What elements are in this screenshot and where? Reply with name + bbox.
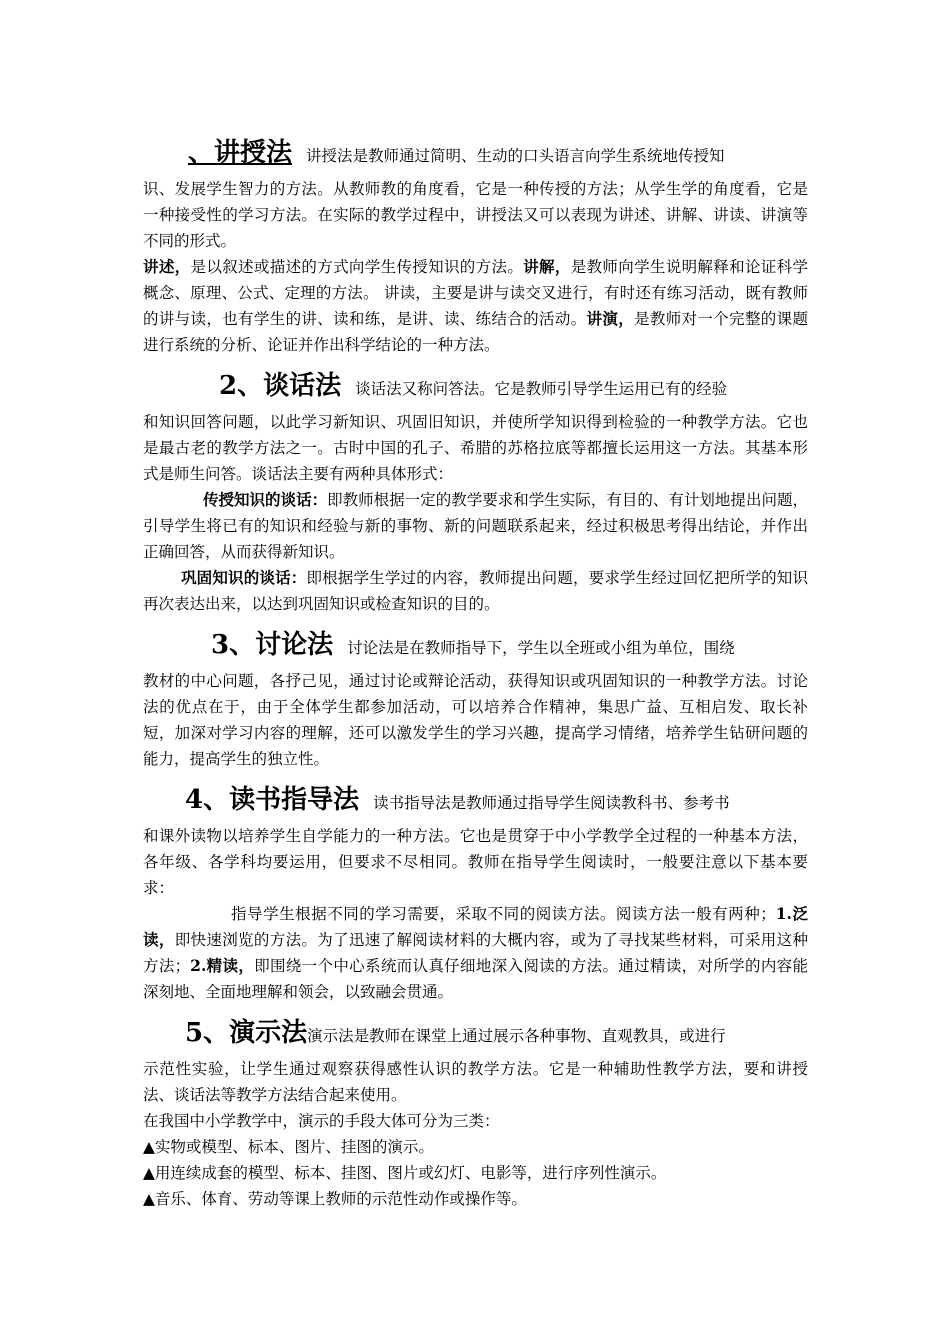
section-reading-guidance-method xyxy=(143,780,808,1005)
term-teaching-talk: 传授知识的谈话： xyxy=(203,490,328,509)
term-speech-desc: 是教师对一个完整的课题进行系统的分析、论证并作出科学结论的一种方法。 xyxy=(143,310,808,354)
section-2-intro: 和知识回答问题，以此学习新知识、巩固旧知识，并使所学知识得到检验的一种教学方法。它也是最古老的教学方法之一。古时中国的孔子、希腊的苏格拉底等都擅长运用这一方法。其基本形式是师生问答。谈话法主要有两种具体形式： xyxy=(143,413,808,483)
term-narration: 讲述， xyxy=(143,257,191,276)
section-3-first-line xyxy=(143,625,808,668)
term-explanation-desc: 是教师向学生说明解释和论证科学概念、原理、公式、定理的方法。 讲读，主要是讲与读交叉进行，有时还有练习活动，既有教师的讲与读，也有学生的讲、读和练，是讲、读、练结合的活动。 xyxy=(143,258,808,328)
section-lecture-method xyxy=(143,133,808,358)
section-3-heading: 3、讨论法 xyxy=(211,630,334,660)
section-discussion-method xyxy=(143,625,808,772)
term-teaching-talk-desc: 即教师根据一定的教学要求和学生实际，有目的、有计划地提出问题，引导学生将已有的知识和经验与新的事物、新的问题联系起来，经过积极思考得出结论，并作出正确回答，从而获得新知识。 xyxy=(143,491,808,561)
demo-bullet-1: ▲实物或模型、标本、图片、挂图的演示。 xyxy=(143,1138,434,1156)
section-1-forms xyxy=(143,254,808,358)
section-5-lead: 在我国中小学教学中，演示的手段大体可分为三类： xyxy=(143,1112,500,1130)
section-4-intro-first: 读书指导法是教师通过指导学生阅读教科书、参考书 xyxy=(373,794,730,812)
document-body xyxy=(143,133,808,1212)
section-1-first-line xyxy=(143,133,808,176)
term-consolidation-talk-desc: 即根据学生学过的内容，教师提出问题，要求学生经过回忆把所学的知识再次表达出来，以达到巩固知识或检查知识的目的。 xyxy=(143,569,808,613)
section-4-heading: 4、读书指导法 xyxy=(185,785,360,815)
demo-bullet-3: ▲音乐、体育、劳动等课上教师的示范性动作或操作等。 xyxy=(143,1190,527,1208)
section-1-heading: 、讲授法 xyxy=(188,138,293,168)
section-4-reading-methods xyxy=(143,901,808,1005)
section-4-intro: 和课外读物以培养学生自学能力的一种方法。它也是贯穿于中小学教学全过程的一种基本方法，各年级、各学科均要运用，但要求不尽相同。教师在指导学生阅读时，一般要注意以下基本要求： xyxy=(143,827,808,897)
intensive-reading-desc: 即围绕一个中心系统而认真仔细地深入阅读的方法。通过精读，对所学的内容能深刻地、全面地理解和领会，以致融会贯通。 xyxy=(143,957,808,1001)
term-extensive-reading: 1.泛读， xyxy=(143,904,808,949)
section-conversation-method xyxy=(143,366,808,617)
section-2-form-1 xyxy=(143,487,808,565)
section-5-intro: 示范性实验，让学生通过观察获得感性认识的教学方法。它是一种辅助性教学方法，要和讲授法、谈话法等教学方法结合起来使用。 xyxy=(143,1060,808,1104)
reading-methods-lead: 指导学生根据不同的学习需要，采取不同的阅读方法。阅读方法一般有两种； xyxy=(231,905,776,923)
section-2-heading: 2、谈话法 xyxy=(219,371,342,401)
demo-bullet-2: ▲用连续成套的模型、标本、挂图、图片或幻灯、电影等，进行序列性演示。 xyxy=(143,1164,667,1182)
extensive-reading-desc: 即快速浏览的方法。为了迅速了解阅读材料的大概内容，或为了寻找某些材料，可采用这种方法； xyxy=(143,931,808,975)
term-intensive-reading: 2.精读， xyxy=(190,956,255,975)
section-1-intro-first: 讲授法是教师通过简明、生动的口头语言向学生系统地传授知 xyxy=(306,147,725,165)
term-explanation: 讲解， xyxy=(523,257,571,276)
section-2-form-2 xyxy=(143,565,808,617)
term-speech: 讲演， xyxy=(586,309,635,328)
term-consolidation-talk: 巩固知识的谈话： xyxy=(181,568,307,587)
section-3-intro: 教材的中心问题，各抒己见，通过讨论或辩论活动，获得知识或巩固知识的一种教学方法。讨论法的优点在于，由于全体学生都参加活动，可以培养合作精神，集思广益、互相启发、取长补短，加深对学习内容的理解，还可以激发学生的学习兴趣，提高学习情绪，培养学生钻研问题的能力，提高学生的独立性。 xyxy=(143,672,808,768)
section-4-first-line xyxy=(143,780,808,823)
section-5-heading: 5、演示法 xyxy=(185,1018,308,1048)
term-narration-desc: 是以叙述或描述的方式向学生传授知识的方法。 xyxy=(190,258,524,276)
section-5-first-line xyxy=(143,1013,808,1056)
section-2-intro-first: 谈话法又称问答法。它是教师引导学生运用已有的经验 xyxy=(355,380,728,398)
section-5-intro-first: 演示法是教师在课堂上通过展示各种事物、直观教具，或进行 xyxy=(307,1027,726,1045)
section-demonstration-method xyxy=(143,1013,808,1212)
section-2-first-line xyxy=(143,366,808,409)
section-3-intro-first: 讨论法是在教师指导下，学生以全班或小组为单位，围绕 xyxy=(347,639,735,657)
section-1-intro: 识、发展学生智力的方法。从教师教的角度看，它是一种传授的方法；从学生学的角度看，它是一种接受性的学习方法。在实际的教学过程中，讲授法又可以表现为讲述、讲解、讲读、讲演等不同的形式。 xyxy=(143,180,808,250)
